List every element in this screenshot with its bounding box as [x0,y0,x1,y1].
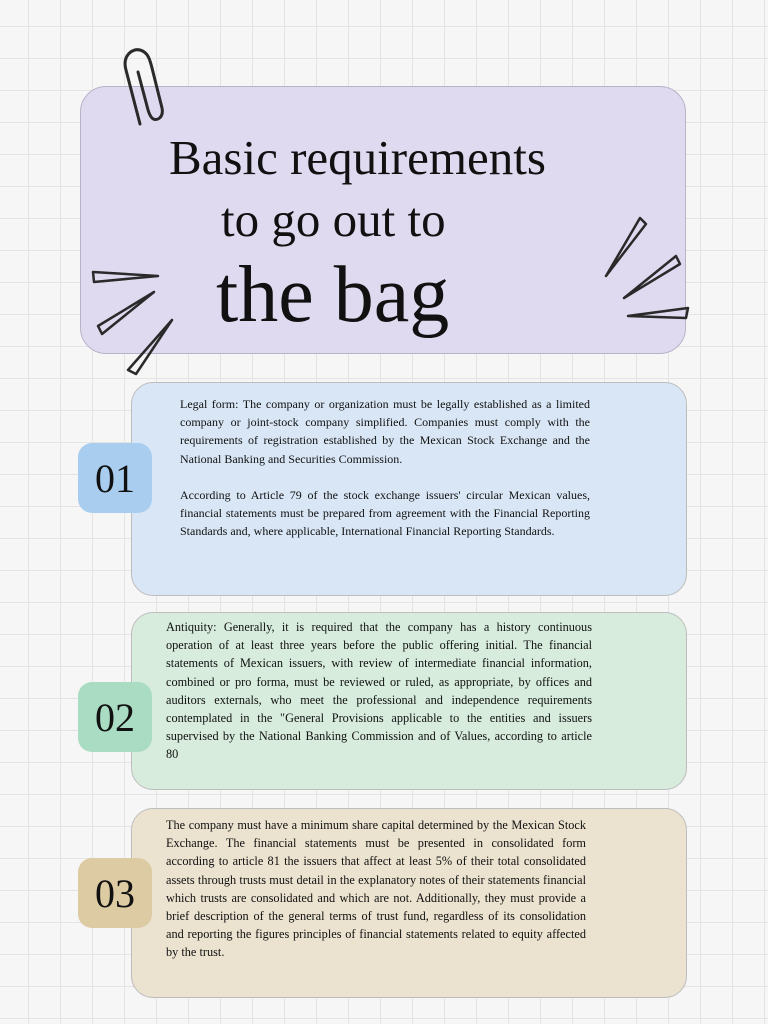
requirement-card-2 [131,612,687,790]
burst-lines-icon [600,212,692,330]
number-badge-1: 01 [78,443,152,513]
requirement-1-paragraph-2: According to Article 79 of the stock exchange issuers' circular Mexican values, financial statements must be prepared from agreement with the Financial Reporting Standards and, where applicable, International Financial Reporting Standards. [180,487,590,539]
requirement-2-paragraph-1: Antiquity: Generally, it is required that the company has a history continuous operation of at least three years before the public offering initial. The financial statements of Mexican issuers, with review of intermediate financial information, combined or pro forma, must be reviewed or ruled, as appropriate, by offices and auditors externals, who meet the professional and independence requirements contemplated in the "General Provisions applicable to the entities and issuers supervised by the National Banking Commission and of Values, according to article 80 [166,620,592,762]
requirement-text-1 [180,395,590,540]
requirement-3-paragraph-1: The company must have a minimum share capital determined by the Mexican Stock Exchange. The financial statements must be presented in consolidated form according to article 81 the issuers that affect at least 5% of their total consolidated assets through trusts must detail in the explanatory notes of their statements financial which trusts are consolidated and which are not. Additionally, they must provide a brief description of the general terms of trust fund, regardless of its consolidation and reporting the figures principles of financial statements related to equity affected by the trust. [166,818,586,960]
requirement-text-2 [166,618,592,764]
burst-lines-icon [88,258,180,378]
requirement-card-1 [131,382,687,596]
title-line-2: to go out to [221,192,446,247]
requirement-text-3 [166,816,586,962]
number-badge-2: 02 [78,682,152,752]
title-line-3: the bag [216,251,450,339]
requirement-card-3 [131,808,687,998]
requirement-1-paragraph-1: Legal form: The company or organization must be legally established as a limited company or joint-stock company simplified. Companies must comply with the requirements of registration established by the Mexican Stock Exchange and the National Banking and Securities Commission. [180,397,590,466]
paperclip-icon [118,46,168,128]
number-badge-3: 03 [78,858,152,928]
title-line-1: Basic requirements [169,130,546,185]
